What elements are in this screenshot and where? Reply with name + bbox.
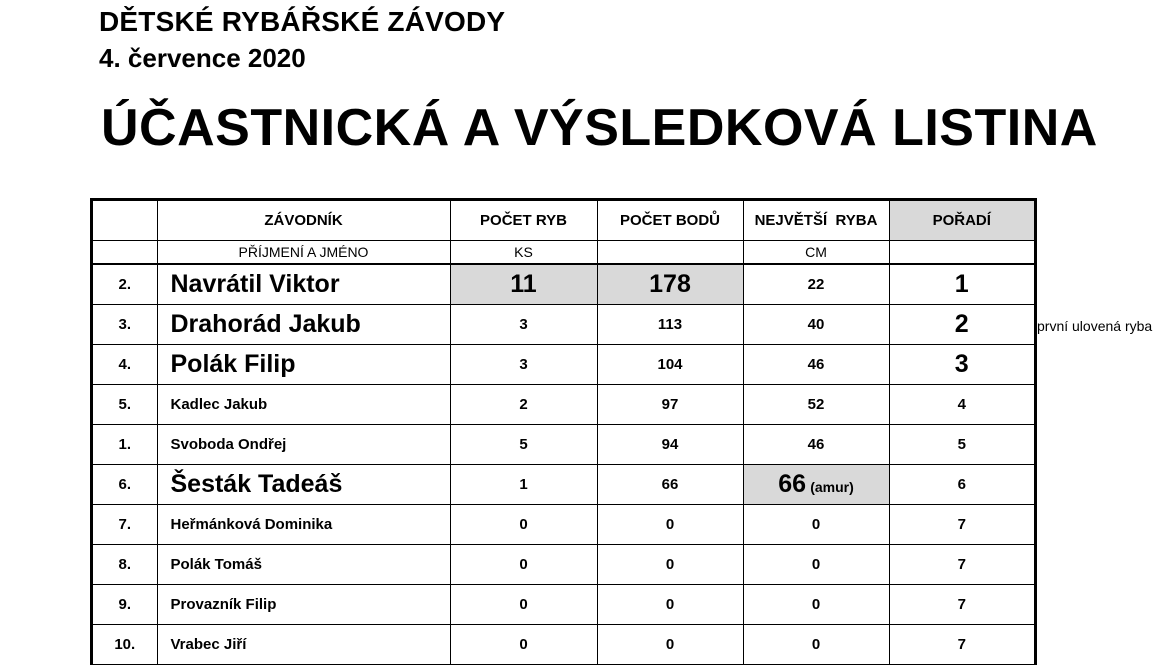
- header-fish-count: POČET RYB: [450, 200, 597, 241]
- results-table: [91, 199, 1036, 665]
- row-biggest-fish: 46: [743, 345, 889, 385]
- row-name: Polák Tomáš: [157, 545, 450, 585]
- header-biggest-fish: NEJVĚTŠÍ RYBA: [743, 200, 889, 241]
- subheader-biggest-fish: CM: [743, 241, 889, 265]
- row-name: Kadlec Jakub: [157, 385, 450, 425]
- table-row: [92, 345, 1035, 385]
- row-fish-count: 3: [450, 305, 597, 345]
- table-row: [92, 585, 1035, 625]
- side-note: první ulovená ryba: [1037, 318, 1153, 334]
- row-name: Navrátil Viktor: [157, 264, 450, 305]
- row-number: 5.: [92, 385, 157, 425]
- row-name: Heřmánková Dominika: [157, 505, 450, 545]
- row-rank: 1: [889, 264, 1035, 305]
- row-number: 8.: [92, 545, 157, 585]
- row-fish-count: 0: [450, 585, 597, 625]
- table-row: [92, 305, 1035, 345]
- row-rank: 5: [889, 425, 1035, 465]
- header-rank: POŘADÍ: [889, 200, 1035, 241]
- subheader-competitor: PŘÍJMENÍ A JMÉNO: [157, 241, 450, 265]
- row-name: Svoboda Ondřej: [157, 425, 450, 465]
- row-number: 6.: [92, 465, 157, 505]
- row-rank: 7: [889, 545, 1035, 585]
- row-fish-count: 3: [450, 345, 597, 385]
- row-number: 1.: [92, 425, 157, 465]
- row-rank: 4: [889, 385, 1035, 425]
- row-fish-count: 2: [450, 385, 597, 425]
- row-rank: 6: [889, 465, 1035, 505]
- row-name: Vrabec Jiří: [157, 625, 450, 665]
- row-biggest-fish: 0: [743, 545, 889, 585]
- row-number: 10.: [92, 625, 157, 665]
- row-points: 66: [597, 465, 743, 505]
- table-header-row: [92, 200, 1035, 241]
- row-fish-count: 0: [450, 505, 597, 545]
- table-row: [92, 545, 1035, 585]
- row-points: 97: [597, 385, 743, 425]
- subheader-rank: [889, 241, 1035, 265]
- table-subheader-row: [92, 241, 1035, 265]
- row-biggest-fish: 40: [743, 305, 889, 345]
- row-fish-count: 0: [450, 625, 597, 665]
- row-name: Polák Filip: [157, 345, 450, 385]
- row-biggest-fish: 0: [743, 625, 889, 665]
- header-points: POČET BODŮ: [597, 200, 743, 241]
- row-name: Drahorád Jakub: [157, 305, 450, 345]
- row-fish-count: 1: [450, 465, 597, 505]
- row-fish-count: 11: [450, 264, 597, 305]
- header-number: [92, 200, 157, 241]
- row-biggest-fish: 46: [743, 425, 889, 465]
- table-row: [92, 505, 1035, 545]
- page-title: ÚČASTNICKÁ A VÝSLEDKOVÁ LISTINA: [101, 99, 1098, 157]
- row-biggest-fish: 22: [743, 264, 889, 305]
- subheader-number: [92, 241, 157, 265]
- table-row: [92, 425, 1035, 465]
- event-date: 4. července 2020: [99, 43, 306, 73]
- row-number: 7.: [92, 505, 157, 545]
- row-name: Provazník Filip: [157, 585, 450, 625]
- row-biggest-fish: 0: [743, 585, 889, 625]
- table-row: [92, 264, 1035, 305]
- row-points: 113: [597, 305, 743, 345]
- row-rank: 3: [889, 345, 1035, 385]
- table-row: [92, 385, 1035, 425]
- row-fish-count: 0: [450, 545, 597, 585]
- row-biggest-fish: 52: [743, 385, 889, 425]
- event-title: DĚTSKÉ RYBÁŘSKÉ ZÁVODY: [99, 6, 506, 37]
- row-name: Šesták Tadeáš: [157, 465, 450, 505]
- row-rank: 7: [889, 585, 1035, 625]
- biggest-fish-note: (amur): [810, 479, 854, 495]
- row-number: 9.: [92, 585, 157, 625]
- row-number: 4.: [92, 345, 157, 385]
- row-points: 0: [597, 545, 743, 585]
- row-number: 3.: [92, 305, 157, 345]
- row-points: 0: [597, 625, 743, 665]
- row-rank: 7: [889, 625, 1035, 665]
- row-biggest-fish: [743, 465, 889, 505]
- row-points: 0: [597, 585, 743, 625]
- row-points: 178: [597, 264, 743, 305]
- header-competitor: ZÁVODNÍK: [157, 200, 450, 241]
- row-points: 0: [597, 505, 743, 545]
- row-number: 2.: [92, 264, 157, 305]
- table-row: [92, 625, 1035, 665]
- row-points: 104: [597, 345, 743, 385]
- subheader-points: [597, 241, 743, 265]
- row-points: 94: [597, 425, 743, 465]
- table-row: [92, 465, 1035, 505]
- row-biggest-fish: 0: [743, 505, 889, 545]
- row-rank: 7: [889, 505, 1035, 545]
- biggest-fish-value: 66: [778, 470, 807, 498]
- row-fish-count: 5: [450, 425, 597, 465]
- row-rank: 2: [889, 305, 1035, 345]
- subheader-fish-count: KS: [450, 241, 597, 265]
